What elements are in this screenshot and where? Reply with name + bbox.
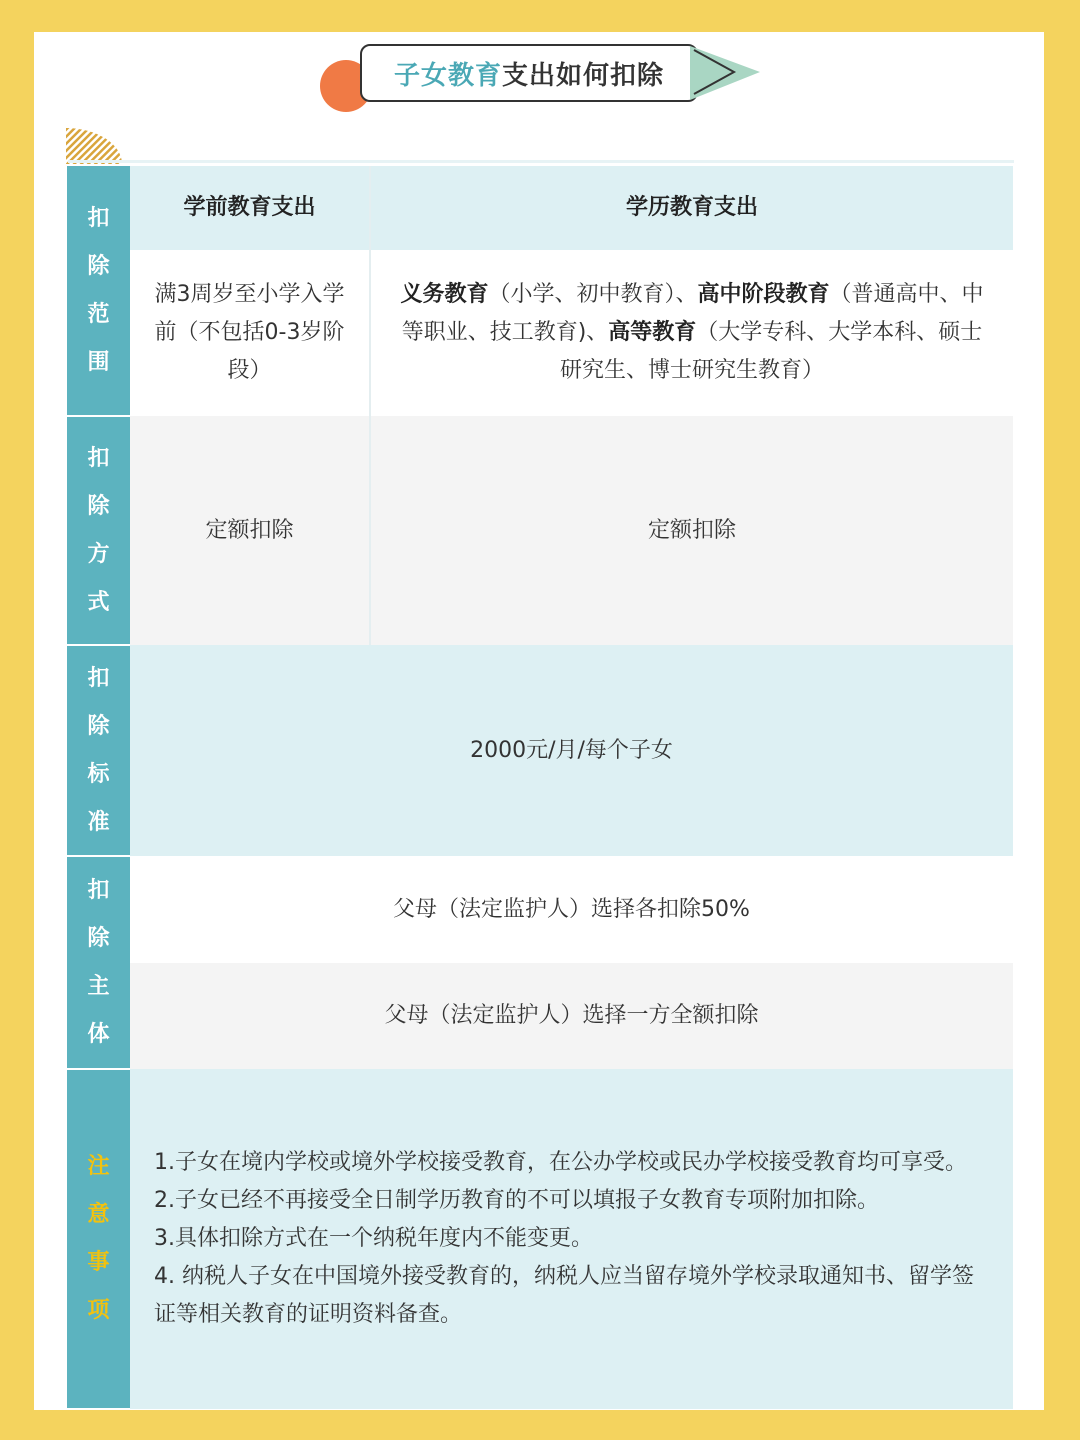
standard-value: 2000元/月/每个子女: [130, 645, 1013, 856]
side-label-scope: 扣 除 范 围: [67, 166, 130, 416]
subject-option-split: 父母（法定监护人）选择各扣除50%: [130, 856, 1013, 963]
header-academic: 学历教育支出: [370, 166, 1013, 250]
note-item: 3.具体扣除方式在一个纳税年度内不能变更。: [154, 1226, 593, 1251]
title-rest: 支出如何扣除: [502, 60, 665, 91]
content-card: [34, 32, 1044, 1410]
note-item: 2.子女已经不再接受全日制学历教育的不可以填报子女教育专项附加扣除。: [154, 1188, 879, 1213]
side-label-method: 扣 除 方 式: [67, 416, 130, 645]
title-banner: [320, 42, 760, 112]
side-label-standard: 扣 除 标 准: [67, 645, 130, 856]
side-label-notes: 注 意 事 项: [67, 1069, 130, 1409]
striped-corner-decoration: [66, 128, 122, 164]
scope-preschool: 满3周岁至小学入学前（不包括0-3岁阶段）: [130, 250, 370, 416]
side-label-subject: 扣 除 主 体: [67, 856, 130, 1069]
scope-academic: 义务教育（小学、初中教育）、高中阶段教育（普通高中、中等职业、技工教育)、高等教育（大学专科、大学本科、硕士研究生、博士研究生教育）: [370, 250, 1013, 416]
arrow-decoration-icon: [690, 44, 760, 104]
deduction-table: [67, 166, 1013, 1410]
page-title: [360, 44, 698, 102]
note-item: 1.子女在境内学校或境外学校接受教育，在公办学校或民办学校接受教育均可享受。: [154, 1150, 967, 1175]
header-preschool: 学前教育支出: [130, 166, 370, 250]
note-item: 4. 纳税人子女在中国境外接受教育的，纳税人应当留存境外学校录取通知书、留学签证等相关教育的证明资料备查。: [154, 1264, 974, 1327]
title-highlight: 子女教育: [393, 60, 502, 91]
method-preschool: 定额扣除: [130, 416, 370, 645]
divider-line: [68, 160, 1014, 163]
notes-content: [130, 1069, 1013, 1409]
method-academic: 定额扣除: [370, 416, 1013, 645]
subject-option-full: 父母（法定监护人）选择一方全额扣除: [130, 963, 1013, 1069]
